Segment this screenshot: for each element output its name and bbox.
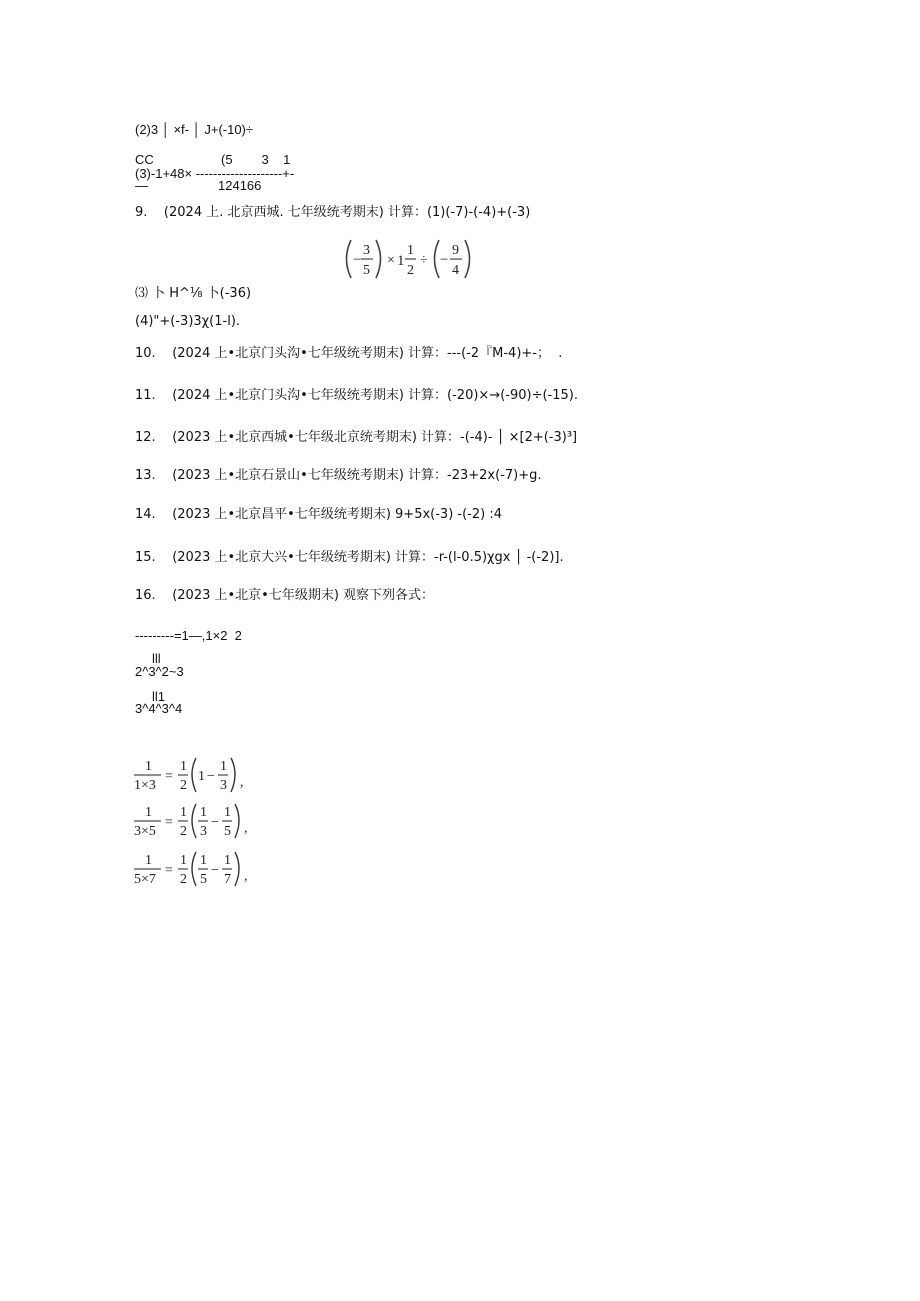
svg-text:2: 2 (180, 872, 187, 887)
svg-text:3: 3 (220, 778, 227, 793)
problem-10: 10. (2024 上•北京门头沟•七年级统考期末) 计算：---(-2『M-4)+-； . (135, 346, 563, 361)
observe-line-2: 2^3^2~3 (135, 664, 184, 679)
series-row-3 (134, 852, 248, 887)
svg-text:1: 1 (224, 805, 231, 820)
problem-8-3-top-right: (5 3 1 (221, 152, 291, 167)
divide-sign: ÷ (420, 253, 428, 268)
observe-line-3-top: ll1 (152, 689, 166, 704)
mixed-num: 1 (407, 243, 414, 258)
minus-sign: − (353, 252, 362, 268)
problem-8-3-top-left: CC (135, 152, 154, 167)
frac-b-den: 4 (452, 263, 459, 278)
series-row-2 (134, 804, 248, 839)
problem-15: 15. (2023 上•北京大兴•七年级统考期末) 计算：-r-(l-0.5)χgx │ -(-2)]. (135, 550, 564, 565)
svg-text:,: , (244, 869, 248, 884)
svg-text:−: − (211, 863, 219, 878)
svg-text:1: 1 (145, 759, 152, 774)
svg-text:5: 5 (200, 872, 207, 887)
problem-9-2-formula (340, 236, 475, 282)
problem-12: 12. (2023 上•北京西城•七年级北京统考期末) 计算：-(-4)- │ ×[2+(-3)³] (135, 430, 578, 445)
svg-text:1: 1 (220, 759, 227, 774)
problem-13: 13. (2023 上•北京石景山•七年级统考期末) 计算：-23+2x(-7)+g. (135, 468, 542, 483)
mixed-den: 2 (407, 263, 414, 278)
mixed-whole: 1 (397, 253, 405, 269)
svg-text:1: 1 (145, 853, 152, 868)
svg-text:5: 5 (224, 824, 231, 839)
frac-a-num: 3 (363, 243, 370, 258)
problem-9: 9. (2024 上. 北京西城. 七年级统考期末) 计算：(1)(-7)-(-4)+(-3) (135, 205, 531, 220)
svg-text:2: 2 (180, 778, 187, 793)
svg-text:3: 3 (200, 824, 207, 839)
observe-line-1: ---------=1—,1×2 2 (135, 628, 242, 643)
svg-text:1: 1 (145, 805, 152, 820)
observe-line-3: 3^4^3^4 (135, 701, 183, 716)
svg-text:,: , (244, 821, 248, 836)
problem-8-3: (3)-1+48× --------------------+- (135, 166, 295, 181)
problem-8-2: (2)3 │ ×f- │ J+(-10)÷ (135, 122, 254, 137)
svg-text:=: = (165, 815, 173, 830)
times-sign: × (387, 253, 395, 268)
frac-a-den: 5 (363, 263, 370, 278)
problem-11: 11. (2024 上•北京门头沟•七年级统考期末) 计算：(-20)×→(-90)÷(-15). (135, 388, 578, 403)
problem-16: 16. (2023 上•北京•七年级期末) 观察下列各式： (135, 588, 435, 603)
svg-text:,: , (240, 775, 244, 790)
svg-text:1: 1 (200, 805, 207, 820)
svg-text:1×3: 1×3 (134, 778, 156, 793)
svg-text:1: 1 (198, 769, 205, 784)
problem-14: 14. (2023 上•北京昌平•七年级统考期末) 9+5x(-3) -(-2) :4 (135, 507, 502, 522)
svg-text:1: 1 (200, 853, 207, 868)
svg-text:1: 1 (180, 759, 187, 774)
series-row-1 (134, 758, 244, 793)
svg-text:3×5: 3×5 (134, 824, 156, 839)
svg-text:−: − (211, 815, 219, 830)
svg-text:−: − (207, 769, 215, 784)
svg-text:1: 1 (224, 853, 231, 868)
problem-8-3-bottom-left: — (135, 178, 148, 193)
svg-text:7: 7 (224, 872, 231, 887)
svg-text:=: = (165, 769, 173, 784)
svg-text:2: 2 (180, 824, 187, 839)
svg-text:5×7: 5×7 (134, 872, 156, 887)
problem-9-3: ⑶ 卜 H^⅛ 卜(-36) (135, 286, 252, 301)
observe-line-2-top: lll (152, 651, 161, 666)
svg-text:=: = (165, 863, 173, 878)
frac-b-num: 9 (452, 243, 459, 258)
series-formulas (132, 756, 282, 896)
problem-9-4: (4)"+(-3)3χ(1-l). (135, 314, 241, 329)
svg-text:1: 1 (180, 853, 187, 868)
problem-8-3-bottom-right: 124166 (218, 178, 262, 193)
svg-text:−: − (440, 252, 449, 268)
svg-text:1: 1 (180, 805, 187, 820)
